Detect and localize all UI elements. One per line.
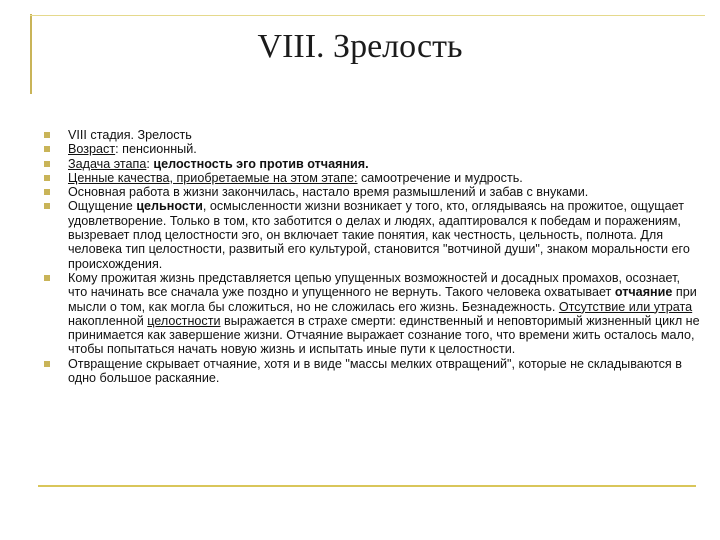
list-item bbox=[40, 357, 700, 386]
square-bullet-icon bbox=[44, 203, 50, 209]
list-item bbox=[40, 128, 700, 142]
list-item bbox=[40, 171, 700, 185]
text-run: при мысли о том, как могла бы сложиться, но не сложилась его жизнь. Безнадежность. bbox=[68, 285, 697, 314]
square-bullet-icon bbox=[44, 275, 50, 281]
text-run: целостность эго против отчаяния. bbox=[153, 156, 369, 171]
square-bullet-icon bbox=[44, 189, 50, 195]
square-bullet-icon bbox=[44, 146, 50, 152]
text-run: Ценные качества, приобретаемые на этом этапе: bbox=[68, 170, 358, 185]
square-bullet-icon bbox=[44, 175, 50, 181]
bottom-divider bbox=[38, 485, 696, 487]
text-run: Ощущение bbox=[68, 199, 137, 214]
text-run: Отсутствие или утрата bbox=[558, 299, 693, 314]
slide-title: VIII. Зрелость bbox=[257, 28, 463, 65]
square-bullet-icon bbox=[44, 361, 50, 367]
text-run: : bbox=[146, 156, 154, 171]
text-run: Задача этапа bbox=[68, 156, 147, 171]
list-item bbox=[40, 271, 700, 357]
text-run: отчаяние bbox=[614, 285, 673, 300]
list-item bbox=[40, 157, 700, 171]
text-run: VIII стадия. Зрелость bbox=[68, 128, 192, 142]
bullet-list bbox=[40, 128, 700, 385]
text-run: целостности bbox=[147, 313, 221, 328]
text-run: Отвращение скрывает отчаяние, хотя и в виде "массы мелких отвращений", которые не складываются в одно большое раскаяние. bbox=[68, 356, 682, 386]
list-item bbox=[40, 199, 700, 270]
square-bullet-icon bbox=[44, 132, 50, 138]
text-run: Основная работа в жизни закончилась, настало время размышлений и забав с внуками. bbox=[68, 185, 589, 200]
list-item bbox=[40, 185, 700, 199]
text-run: цельности bbox=[136, 199, 203, 214]
square-bullet-icon bbox=[44, 161, 50, 167]
text-run: Возраст bbox=[68, 142, 116, 157]
text-run: , осмысленности жизни возникает у того, кто, оглядываясь на прожитое, ощущает удовлетворение. Только в том, кто заботится о делах и людях, адаптировался к победам и поражениям, вызревает плод целостности эго, он включает такие понятия, как честность, цельность, полнота. Для человека тип целостности, развитый его культурой, становится "вотчиной души", знаком моральности его происхождения. bbox=[68, 199, 690, 271]
text-run: самоотречение и мудрость. bbox=[357, 170, 523, 185]
text-run: : пенсионный. bbox=[115, 142, 197, 157]
list-item bbox=[40, 142, 700, 156]
text-run: выражается в страхе смерти: единственный и неповторимый жизненный цикл не принимается как завершение жизни. Отчаяние выражает сознание того, что времени жить осталось мало, чтобы попытаться начать новую жизнь и испытать иные пути к целостности. bbox=[68, 313, 700, 357]
slide-frame-top-border bbox=[30, 15, 705, 16]
text-run: Кому прожитая жизнь представляется цепью упущенных возможностей и досадных промахов, осознает, что начинать все сначала уже поздно и упущенного не вернуть. Такого человека охватывает bbox=[68, 270, 681, 300]
text-run: накопленной bbox=[68, 313, 148, 328]
